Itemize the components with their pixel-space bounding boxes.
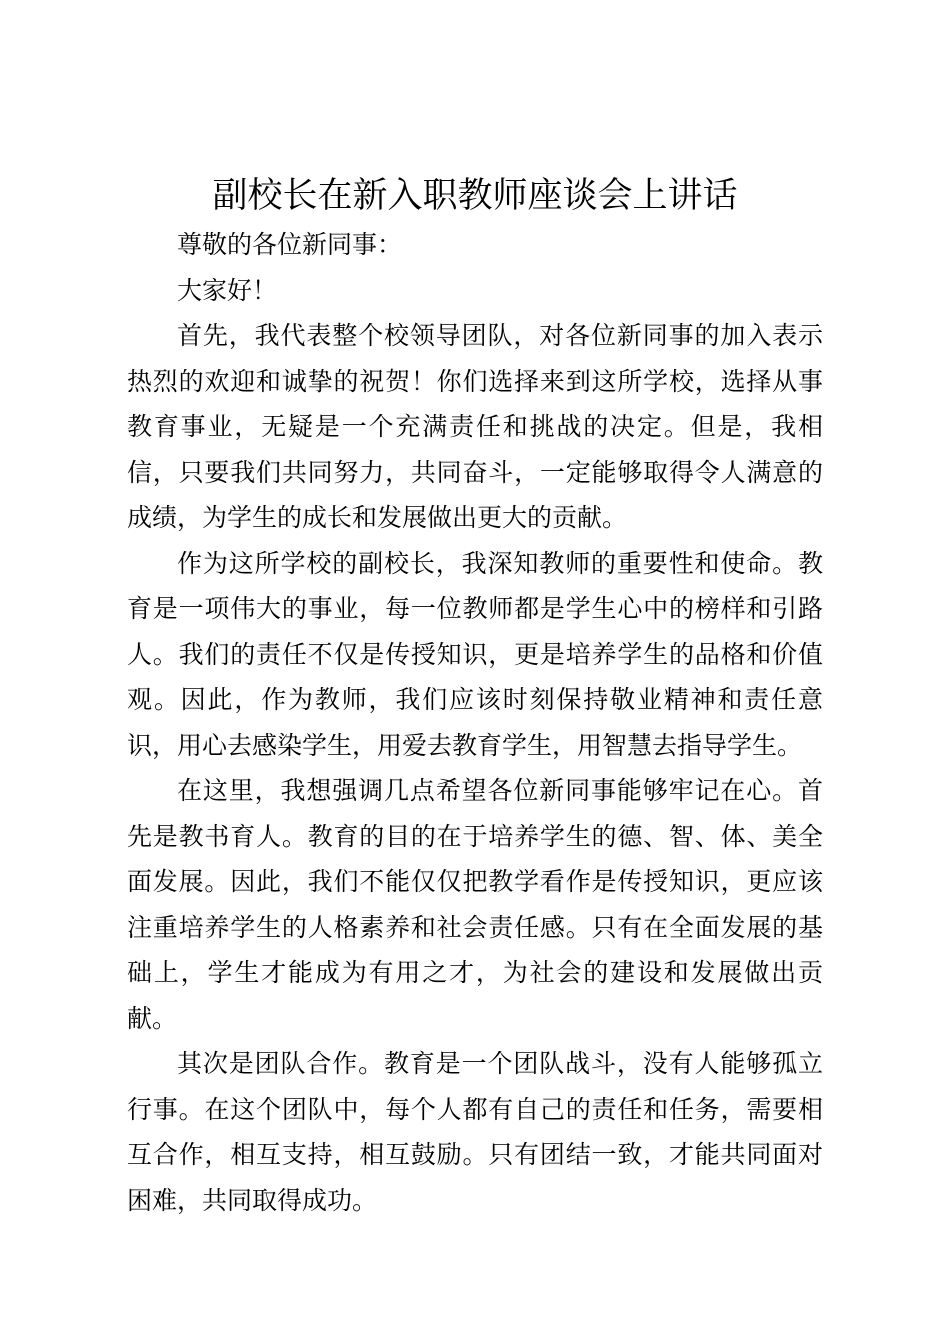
paragraph: 其次是团队合作。教育是一个团队战斗，没有人能够孤立行事。在这个团队中，每个人都有自己的责任和任务，需要相互合作，相互支持，相互鼓励。只有团结一致，才能共同面对困难，共同取得成功。 bbox=[127, 1049, 823, 1215]
salutation: 尊敬的各位新同事： bbox=[177, 230, 403, 259]
paragraph: 首先，我代表整个校领导团队，对各位新同事的加入表示热烈的欢迎和诚挚的祝贺！你们选择来到这所学校，选择从事教育事业，无疑是一个充满责任和挑战的决定。但是，我相信，只要我们共同努力，共同奋斗，一定能够取得令人满意的成绩，为学生的成长和发展做出更大的贡献。 bbox=[127, 321, 823, 532]
paragraph: 作为这所学校的副校长，我深知教师的重要性和使命。教育是一项伟大的事业，每一位教师都是学生心中的榜样和引路人。我们的责任不仅是传授知识，更是培养学生的品格和价值观。因此，作为教师，我们应该时刻保持敬业精神和责任意识，用心去感染学生，用爱去教育学生，用智慧去指导学生。 bbox=[127, 548, 823, 760]
document-body bbox=[127, 222, 823, 1223]
greeting: 大家好！ bbox=[177, 275, 278, 305]
paragraph: 在这里，我想强调几点希望各位新同事能够牢记在心。首先是教书育人。教育的目的在于培养学生的德、智、体、美全面发展。因此，我们不能仅仅把教学看作是传授知识，更应该注重培养学生的人格素养和社会责任感。只有在全面发展的基础上，学生才能成为有用之才，为社会的建设和发展做出贡献。 bbox=[127, 776, 823, 1033]
document-title: 副校长在新入职教师座谈会上讲话 bbox=[212, 176, 738, 216]
